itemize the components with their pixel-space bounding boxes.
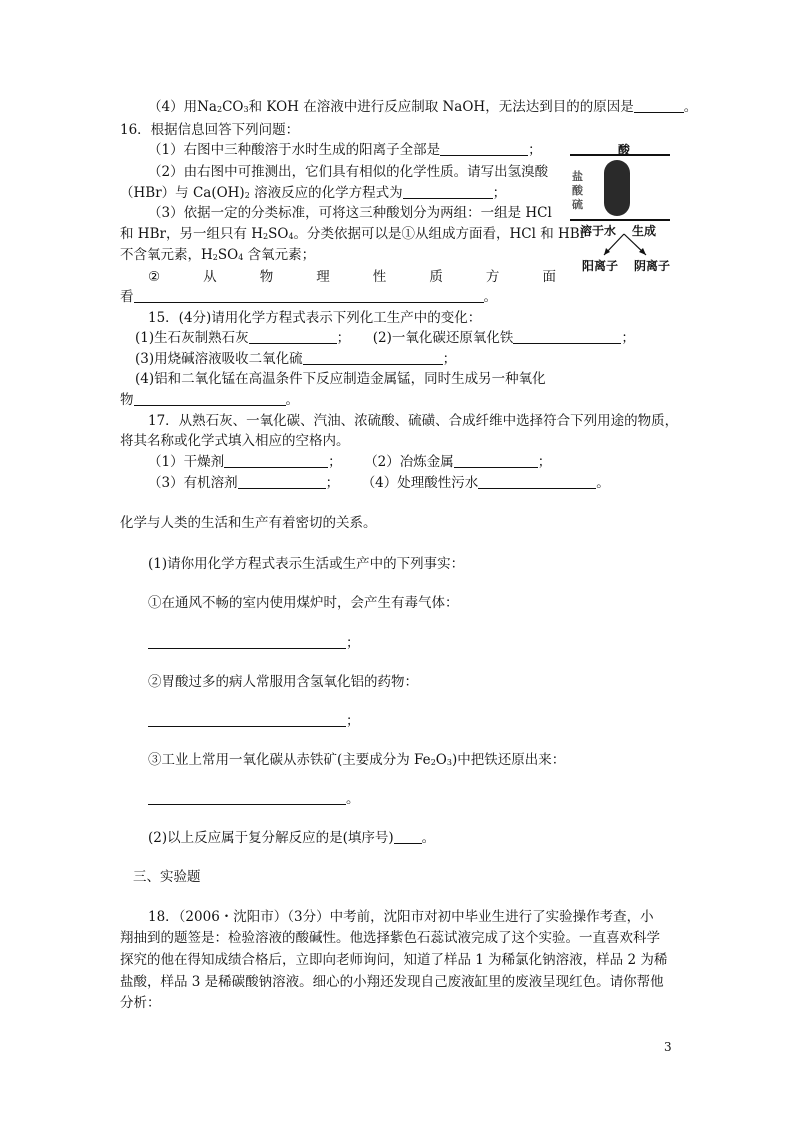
q16-line5: 和 HBr，另一组只有 $H_2SO_4$。分类依据可以是①从组成方面看，HCl 和 HBr: [120, 226, 587, 242]
q17-blank3[interactable]: [238, 474, 326, 489]
q17-row2: （3）有机溶剂 ； （4）处理酸性污水 。: [148, 475, 610, 491]
q18-line4: 盐酸，样品 3 是稀碳酸钠溶液。细心的小翔还发现自己废液缸里的废液呈现红色。请你帮他: [120, 974, 664, 990]
life-blank2[interactable]: [148, 712, 346, 727]
q18-line1: 18．（2006・沈阳市）（3分）中考前，沈阳市对初中毕业生进行了实验操作考查，小: [148, 909, 654, 925]
q16-line7: ② 从 物 理 性 质 方 面: [148, 269, 556, 285]
q15-blank2[interactable]: [513, 329, 621, 344]
fig-generate-label: 生成: [632, 224, 657, 238]
acid-capsule: [604, 160, 630, 216]
q16-line8: 看 。: [120, 289, 497, 305]
life-blank4[interactable]: [394, 829, 422, 844]
q16-blank1[interactable]: [440, 141, 528, 156]
q17-blank2[interactable]: [454, 453, 538, 468]
q15-blank4[interactable]: [134, 391, 286, 406]
q15-blank1[interactable]: [249, 329, 337, 344]
q17-blank1[interactable]: [224, 453, 328, 468]
life-blank1[interactable]: [148, 634, 346, 649]
life-fact3: ③工业上常用一氧化碳从赤铁矿(主要成分为 $Fe_2O_3$)中把铁还原出来：: [148, 752, 566, 768]
q4-blank[interactable]: [634, 98, 684, 113]
q17-title2: 将其名称或化学式填入相应的空格内。: [120, 433, 350, 449]
fig-side-3: 硫: [572, 198, 583, 211]
life-answer2: ；: [148, 712, 360, 730]
q17-blank4[interactable]: [478, 474, 596, 489]
fig-acid-label: 酸: [618, 143, 631, 157]
fig-cation-label: 阳离子: [582, 259, 619, 273]
life-blank3[interactable]: [148, 790, 346, 805]
q15-item3: (3)用烧碱溶液吸收二氧化硫 ；: [135, 351, 457, 367]
life-answer1: ；: [148, 634, 360, 652]
fig-anion-label: 阴离子: [634, 259, 671, 273]
q16-blank2[interactable]: [403, 184, 493, 199]
q16-blank3[interactable]: [134, 288, 484, 303]
life-answer3: 。: [148, 790, 360, 808]
q15-item4b: 物 。: [120, 392, 299, 408]
q18-line3: 探究的他在得知成绩合格后，立即向老师询问，知道了样品 1 为稀氯化钠溶液，样品 2 为稀: [120, 952, 668, 968]
fig-water-label: 溶于水: [580, 224, 617, 238]
life-fact1: ①在通风不畅的室内使用煤炉时，会产生有毒气体：: [148, 595, 459, 611]
fig-side-2: 酸: [572, 184, 583, 197]
life-fact2: ②胃酸过多的病人常服用含氢氧化铝的药物：: [148, 674, 418, 690]
q18-line5: 分析：: [120, 995, 161, 1011]
fig-side-1: 盐: [572, 170, 583, 183]
acid-diagram: [566, 142, 674, 274]
q4-line: （4）用$Na_2CO_3$和 KOH 在溶液中进行反应制取 NaOH，无法达到目的的原因是 。: [148, 99, 698, 115]
q16-line1: （1）右图中三种酸溶于水时生成的阳离子全部是 ；: [148, 142, 542, 158]
q15-title: 15．(4分)请用化学方程式表示下列化工生产中的变化：: [148, 310, 482, 326]
q16-line3: （HBr）与 $Ca(OH)_2$ 溶液反应的化学方程式为 ；: [120, 185, 507, 201]
section-experiment: 三、实验题: [133, 869, 201, 885]
q15-blank3[interactable]: [303, 350, 443, 365]
life-part1: (1)请你用化学方程式表示生活或生产中的下列事实：: [148, 556, 465, 572]
life-part2: (2)以上反应属于复分解反应的是(填序号) 。: [148, 830, 436, 846]
q17-row1: （1）干燥剂 ； （2）冶炼金属 ；: [148, 454, 552, 470]
q16-title: 16．根据信息回答下列问题：: [120, 122, 300, 138]
page-number: 3: [664, 1040, 672, 1054]
q16-line4: （3）依据一定的分类标准，可将这三种酸划分为两组：一组是 HCl: [148, 205, 552, 221]
q18-line2: 翔抽到的题签是：检验溶液的酸碱性。他选择紫色石蕊试液完成了这个实验。一直喜欢科学: [120, 930, 660, 946]
q16-line2: （2）由右图中可推测出，它们具有相似的化学性质。请写出氢溴酸: [148, 164, 549, 180]
q16-line6: 不含氧元素，$H_2SO_4$ 含氧元素；: [120, 247, 316, 263]
q15-item12: (1)生石灰制熟石灰 ； (2)一氧化碳还原氧化铁 ；: [135, 330, 635, 346]
life-intro: 化学与人类的生活和生产有着密切的关系。: [120, 515, 377, 531]
q15-item4: (4)铝和二氧化锰在高温条件下反应制造金属锰，同时生成另一种氧化: [135, 371, 546, 387]
q17-title: 17．从熟石灰、一氧化碳、汽油、浓硫酸、硫磺、合成纤维中选择符合下列用途的物质，: [148, 413, 679, 429]
